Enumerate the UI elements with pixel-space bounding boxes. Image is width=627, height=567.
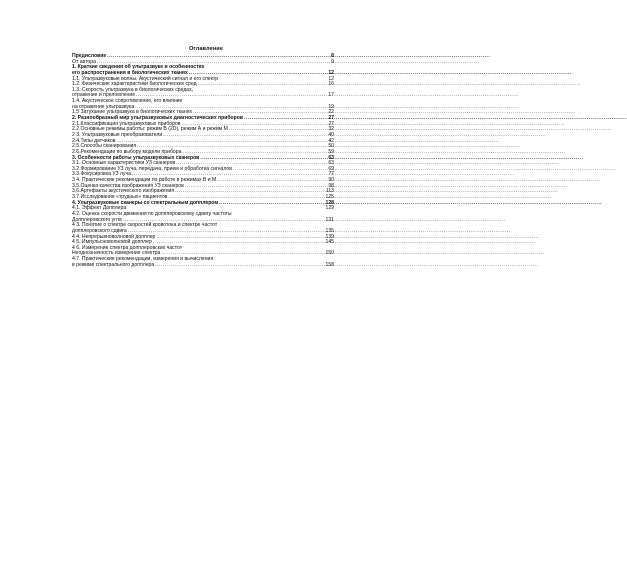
- toc-entry-title: 3.7.Исследование «трудных» пациентов: [72, 194, 168, 201]
- toc-entry-title: 4 4. Непрерывноволновой допплер: [72, 233, 156, 240]
- toc-leader-dots: [198, 82, 323, 88]
- toc-entry: [72, 263, 334, 269]
- toc-entry-page: 42: [328, 137, 334, 144]
- toc-entry-title: 4.2. Оценка скорости движения по допплеровскому сдвигу частоты: [72, 210, 232, 217]
- toc-entry-page: 32: [328, 126, 334, 133]
- toc-entry-title: 2. Разнообразный мир ультразвуковых диагностических приборов: [72, 115, 243, 122]
- toc-entry-page: 125: [325, 194, 334, 201]
- toc-entry-page: 145: [325, 239, 334, 246]
- table-of-contents: [72, 54, 334, 268]
- toc-entry-page: 150: [325, 250, 334, 257]
- toc-entry-page: 77: [328, 171, 334, 178]
- toc-entry-title: 3. Особенности работы ультразвуковых сканеров: [72, 154, 200, 161]
- toc-entry-page: 131: [325, 216, 334, 223]
- toc-entry-title: 1.1. Ультразвуковые волны. Акустический сигнал и его спектр: [72, 75, 219, 82]
- toc-entry-title: 3.2.Формирование УЗ луча, передача, прием и обработка сигналов: [72, 165, 232, 172]
- toc-entry-title: 1.4. Акустическое сопротивление, его влияние: [72, 98, 183, 105]
- toc-entry-page: 22: [328, 109, 334, 116]
- toc-page: [72, 45, 334, 268]
- toc-entry-title: От автора: [72, 58, 96, 65]
- toc-entry-page: 98: [328, 182, 334, 189]
- toc-entry-title: 4 6. Измерение спектра допплеровских частот: [72, 244, 183, 251]
- toc-entry-title: 4.7. Практические рекомендации, измерения и вычисления: [72, 256, 214, 263]
- toc-entry-title: 3.3.Фокусировка УЗ луча: [72, 171, 131, 178]
- toc-entry-title: 2.1.Классификация ультразвуковых приборов: [72, 120, 181, 127]
- toc-entry-title: 2.2.Основные режимы работы: режим В (2D), режим А и режим М: [72, 126, 228, 133]
- toc-entry-title: 2.6.Рекомендации по выбору модели прибора: [72, 148, 182, 155]
- toc-entry-page: 113: [325, 188, 334, 195]
- toc-entry-title: Допплеровского угла: [72, 216, 122, 223]
- toc-entry-page: 128: [325, 199, 334, 206]
- toc-entry-title: в режиме спектрального допплера: [72, 261, 155, 268]
- toc-entry-title: Предисловие: [72, 53, 107, 59]
- toc-entry-page: 8: [331, 53, 334, 59]
- toc-entry-page: 139: [325, 233, 334, 240]
- toc-entry-page: 135: [325, 227, 334, 234]
- toc-entry-title: 1.3. Скорость ультразвука в биологических средах,: [72, 86, 194, 93]
- toc-entry-title: 2.5.Способы сканирования: [72, 143, 137, 150]
- toc-entry-title: 3 4. Практические рекомендации по работе в режимах В и М: [72, 177, 217, 184]
- toc-entry-title: на отражение ультразвука: [72, 103, 135, 110]
- toc-entry-page: 90: [328, 177, 334, 184]
- toc-entry-page: 40: [328, 131, 334, 138]
- toc-entry-title: Неоднозначность измерения спектра: [72, 250, 161, 257]
- toc-entry-page: 9: [331, 58, 334, 65]
- toc-entry-title: 3.5.Оценка качества изображения УЗ сканеров: [72, 182, 184, 189]
- toc-leader-dots: [219, 201, 323, 207]
- toc-entry-title: 1.5 Затухание ультразвука в биологических тканях: [72, 109, 192, 116]
- toc-entry-title: 4 3. Понятие о спектре скоростей кровотока и спектре частот: [72, 222, 218, 229]
- toc-entry-page: 63: [328, 160, 334, 167]
- toc-entry-title: его распространения в биологических тканях: [72, 69, 188, 76]
- toc-entry-page: 50: [328, 143, 334, 150]
- toc-entry-title: 2.4.Типы датчиков: [72, 137, 116, 144]
- toc-entry-title: 2 3. Ультразвуковые преобразователи: [72, 131, 163, 138]
- toc-entry-title: 1.2. Физические характеристики биологических сред: [72, 81, 197, 88]
- toc-entry-page: 27: [328, 120, 334, 127]
- toc-entry-page: 27: [328, 115, 334, 122]
- toc-entry-page: 69: [328, 165, 334, 172]
- toc-entry-page: 59: [328, 148, 334, 155]
- toc-entry-title: 4. Ультразвуковые сканеры со спектральным допплером: [72, 199, 219, 206]
- toc-entry-title: 4.1. Эффект Допплера: [72, 205, 127, 212]
- toc-entry-page: 12: [328, 69, 334, 76]
- toc-entry-title: 4 5. Импульсноволновой допплер: [72, 239, 152, 246]
- toc-entry-title: 3 1. Основные характеристики УЗ сканеров: [72, 160, 176, 167]
- toc-leader-dots: [155, 263, 323, 269]
- toc-entry-title: 3.6.Артефакты акустического изображения: [72, 188, 175, 195]
- toc-entry-page: 12: [328, 75, 334, 82]
- toc-entry-page: 19: [328, 103, 334, 110]
- toc-entry-page: 129: [325, 205, 334, 212]
- toc-entry-page: 63: [328, 154, 334, 161]
- page-title: Оглавление: [188, 46, 224, 52]
- toc-entry-title: 1. Краткие сведения об ультразвуке и особенностях: [72, 64, 205, 71]
- toc-entry-title: допплеровского сдвига: [72, 227, 127, 234]
- toc-entry-page: 16: [328, 81, 334, 88]
- toc-entry-title: отражение и преломление: [72, 92, 136, 99]
- toc-entry-page: 17: [328, 92, 334, 99]
- toc-entry-page: 158: [325, 261, 334, 268]
